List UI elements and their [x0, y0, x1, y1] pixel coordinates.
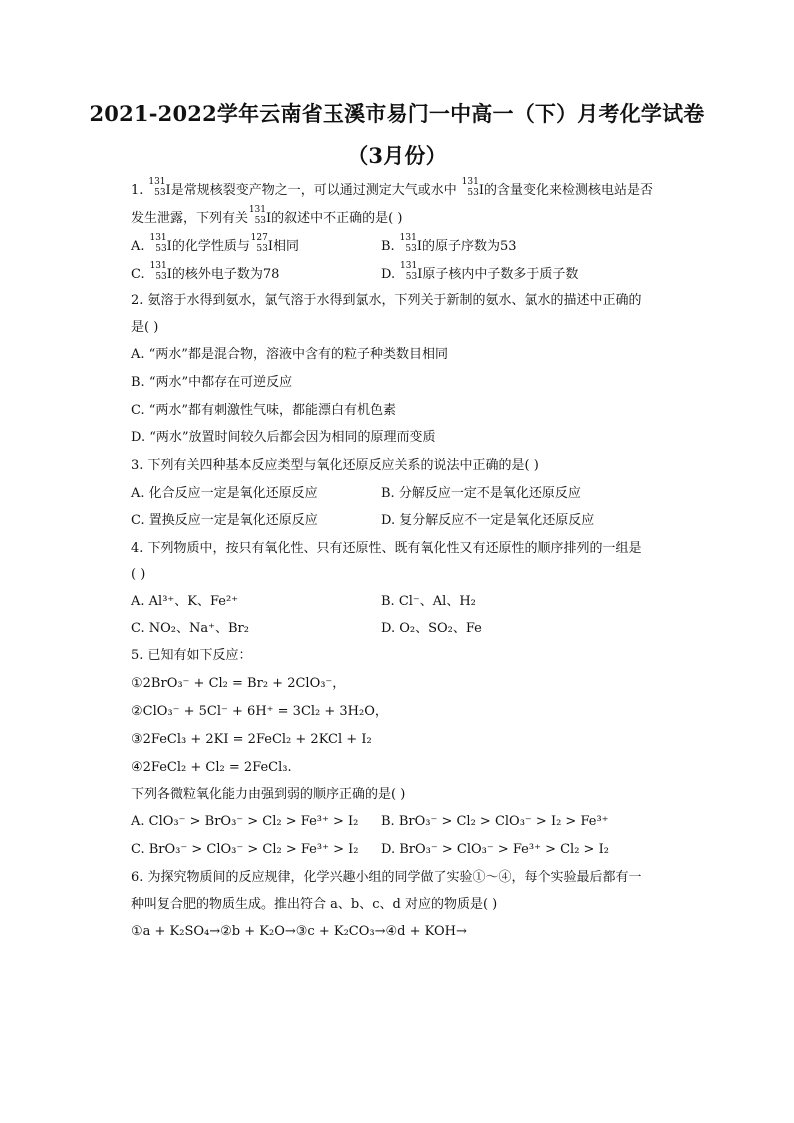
q2-stem-line1: 2. 氨溶于水得到氨水，氯气溶于水得到氯水，下列关于新制的氨水、氯水的描述中正确的: [131, 293, 642, 308]
q5-option-c[interactable]: C. BrO₃⁻ > ClO₃⁻ > Cl₂ > Fe³⁺ > I₂: [131, 842, 359, 857]
q3-option-b[interactable]: B. 分解反应一定不是氧化还原反应: [381, 486, 581, 501]
q4-option-c[interactable]: C. NO₂、Na⁺、Br₂: [131, 621, 249, 636]
q6-stem-line1: 6. 为探究物质间的反应规律，化学兴趣小组的同学做了实验①～④，每个实验最后都有一: [131, 870, 642, 885]
q1-option-c[interactable]: C. 131 53 I的核外电子数为78: [131, 261, 280, 282]
q1-stem-line2: 发生泄露，下列有关 131 53 I的叙述中不正确的是( ): [131, 205, 403, 226]
q4-stem-line2: ( ): [131, 567, 146, 582]
q2-option-b[interactable]: B. “两水”中都存在可逆反应: [131, 375, 293, 390]
q4-option-a[interactable]: A. Al³⁺、K、Fe²⁺: [131, 594, 239, 609]
q5-stem: 5. 已知有如下反应：: [131, 648, 252, 663]
q2-stem-line2: 是( ): [131, 320, 159, 335]
q3-option-a[interactable]: A. 化合反应一定是氧化还原反应: [131, 486, 318, 501]
q5-reaction-2: ②ClO₃⁻ + 5Cl⁻ + 6H⁺ = 3Cl₂ + 3H₂O，: [131, 704, 388, 719]
q5-option-a[interactable]: A. ClO₃⁻ > BrO₃⁻ > Cl₂ > Fe³⁺ > I₂: [131, 814, 359, 829]
q6-equation: ①a + K₂SO₄→②b + K₂O→③c + K₂CO₃→④d + KOH→: [131, 924, 467, 939]
q3-option-d[interactable]: D. 复分解反应不一定是氧化还原反应: [381, 513, 595, 528]
q4-option-d[interactable]: D. O₂、SO₂、Fe: [381, 621, 482, 636]
iodine-131-nuclide: 131 53: [461, 177, 479, 198]
q2-option-d[interactable]: D. “两水”放置时间较久后都会因为相同的原理而变质: [131, 430, 436, 445]
exam-subtitle: （3月份）: [347, 143, 447, 168]
q4-option-b[interactable]: B. Cl⁻、Al、H₂: [381, 594, 476, 609]
q4-stem-line1: 4. 下列物质中，按只有氧化性、只有还原性、既有氧化性又有还原性的顺序排列的一组是: [131, 541, 642, 556]
exam-title: 2021-2022学年云南省玉溪市易门一中高一（下）月考化学试卷: [89, 101, 705, 126]
iodine-131-nuclide: 131 53: [148, 177, 166, 198]
q1-option-d[interactable]: D. 131 53 I原子核内中子数多于质子数: [381, 261, 579, 282]
q5-reaction-1: ①2BrO₃⁻ + Cl₂ = Br₂ + 2ClO₃⁻，: [131, 676, 346, 691]
q3-option-c[interactable]: C. 置换反应一定是氧化还原反应: [131, 513, 318, 528]
q2-option-c[interactable]: C. “两水”都有刺激性气味，都能漂白有机色素: [131, 403, 397, 418]
q5-option-d[interactable]: D. BrO₃⁻ > ClO₃⁻ > Fe³⁺ > Cl₂ > I₂: [381, 842, 609, 857]
q1-option-a[interactable]: A. 131 53 I的化学性质与 127 53 I相同: [131, 233, 299, 254]
q5-option-b[interactable]: B. BrO₃⁻ > Cl₂ > ClO₃⁻ > I₂ > Fe³⁺: [381, 814, 609, 829]
iodine-131-nuclide: 131 53: [248, 205, 267, 226]
q5-reaction-4: ④2FeCl₂ + Cl₂ = 2FeCl₃.: [131, 760, 292, 775]
q5-reaction-3: ③2FeCl₃ + 2KI = 2FeCl₂ + 2KCl + I₂: [131, 732, 372, 747]
q5-question: 下列各微粒氧化能力由强到弱的顺序正确的是( ): [131, 787, 406, 802]
q6-stem-line2: 种叫复合肥的物质生成。推出符合 a、b、c、d 对应的物质是( ): [131, 897, 498, 912]
q2-option-a[interactable]: A. “两水”都是混合物，溶液中含有的粒子种类数目相同: [131, 347, 448, 362]
q1-option-b[interactable]: B. 131 53 I的原子序数为53: [381, 233, 517, 254]
q1-stem-line1: 1. 131 53 I是常规核裂变产物之一，可以通过测定大气或水中 131 53 I的含量变化来检测核电站是否: [131, 177, 653, 198]
q3-stem: 3. 下列有关四种基本反应类型与氧化还原反应关系的说法中正确的是( ): [131, 458, 539, 473]
